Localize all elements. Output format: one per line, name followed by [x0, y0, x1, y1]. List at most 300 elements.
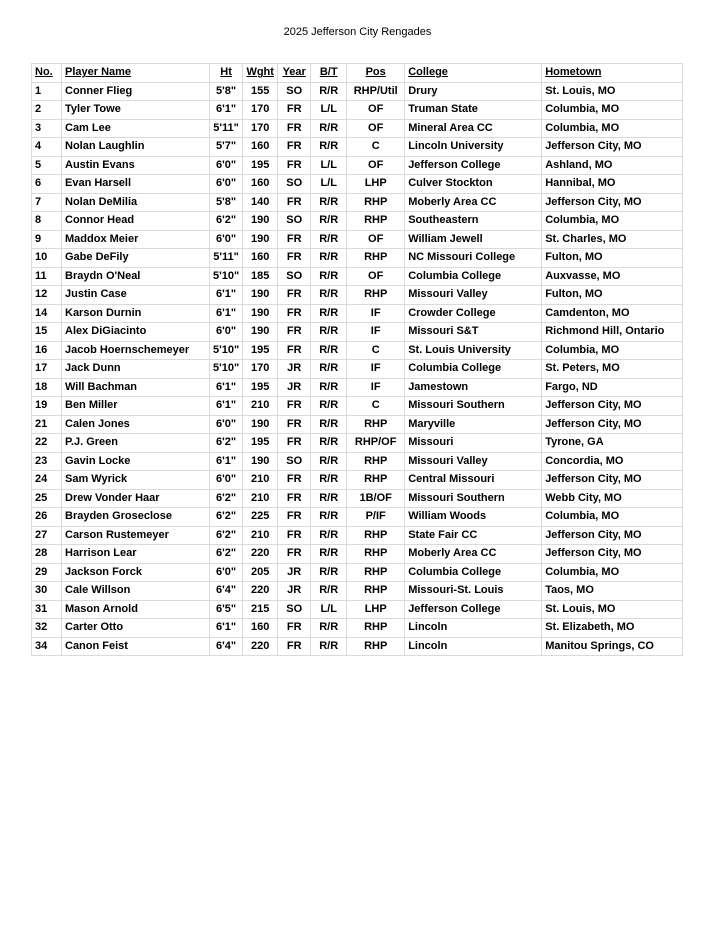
cell-no: 22 — [32, 434, 62, 453]
cell-bats-throws: R/R — [311, 582, 347, 601]
cell-height: 5'10" — [210, 267, 243, 286]
cell-hometown: Tyrone, GA — [542, 434, 683, 453]
cell-weight: 160 — [243, 138, 278, 157]
cell-no: 8 — [32, 212, 62, 231]
cell-hometown: Columbia, MO — [542, 119, 683, 138]
cell-position: RHP — [347, 286, 405, 305]
cell-position: C — [347, 341, 405, 360]
cell-weight: 210 — [243, 489, 278, 508]
cell-no: 15 — [32, 323, 62, 342]
cell-weight: 140 — [243, 193, 278, 212]
cell-weight: 210 — [243, 526, 278, 545]
cell-position: OF — [347, 267, 405, 286]
cell-college: Moberly Area CC — [405, 193, 542, 212]
cell-player-name: Connor Head — [62, 212, 210, 231]
cell-position: RHP — [347, 415, 405, 434]
cell-no: 1 — [32, 82, 62, 101]
cell-college: Drury — [405, 82, 542, 101]
cell-bats-throws: R/R — [311, 360, 347, 379]
cell-no: 7 — [32, 193, 62, 212]
roster-table — [31, 63, 683, 656]
cell-bats-throws: R/R — [311, 286, 347, 305]
table-row — [32, 175, 683, 194]
cell-height: 6'1" — [210, 378, 243, 397]
cell-player-name: Cale Willson — [62, 582, 210, 601]
cell-weight: 220 — [243, 637, 278, 656]
cell-weight: 160 — [243, 619, 278, 638]
cell-hometown: Fulton, MO — [542, 249, 683, 268]
table-row — [32, 563, 683, 582]
cell-bats-throws: R/R — [311, 119, 347, 138]
cell-year: FR — [278, 526, 311, 545]
cell-bats-throws: R/R — [311, 489, 347, 508]
table-row — [32, 378, 683, 397]
cell-player-name: P.J. Green — [62, 434, 210, 453]
cell-player-name: Ben Miller — [62, 397, 210, 416]
cell-position: RHP — [347, 193, 405, 212]
cell-weight: 220 — [243, 582, 278, 601]
cell-position: IF — [347, 304, 405, 323]
cell-weight: 190 — [243, 230, 278, 249]
table-row — [32, 582, 683, 601]
cell-year: FR — [278, 508, 311, 527]
cell-height: 5'8" — [210, 82, 243, 101]
cell-no: 34 — [32, 637, 62, 656]
cell-hometown: Columbia, MO — [542, 101, 683, 120]
cell-hometown: Jefferson City, MO — [542, 526, 683, 545]
cell-college: Mineral Area CC — [405, 119, 542, 138]
header-player-name: Player Name — [62, 64, 210, 83]
header-year: Year — [278, 64, 311, 83]
cell-position: RHP — [347, 637, 405, 656]
table-row — [32, 360, 683, 379]
cell-weight: 195 — [243, 434, 278, 453]
cell-no: 16 — [32, 341, 62, 360]
table-row — [32, 323, 683, 342]
cell-player-name: Jacob Hoernschemeyer — [62, 341, 210, 360]
cell-college: Lincoln — [405, 637, 542, 656]
cell-year: SO — [278, 212, 311, 231]
cell-player-name: Nolan Laughlin — [62, 138, 210, 157]
cell-player-name: Harrison Lear — [62, 545, 210, 564]
cell-position: P/IF — [347, 508, 405, 527]
cell-college: Central Missouri — [405, 471, 542, 490]
cell-height: 6'2" — [210, 545, 243, 564]
cell-height: 6'1" — [210, 304, 243, 323]
cell-bats-throws: R/R — [311, 267, 347, 286]
cell-hometown: Columbia, MO — [542, 212, 683, 231]
cell-year: SO — [278, 82, 311, 101]
cell-player-name: Gabe DeFily — [62, 249, 210, 268]
cell-college: Jamestown — [405, 378, 542, 397]
table-row — [32, 101, 683, 120]
cell-year: SO — [278, 267, 311, 286]
cell-college: Missouri Valley — [405, 452, 542, 471]
cell-height: 6'5" — [210, 600, 243, 619]
table-row — [32, 452, 683, 471]
cell-weight: 160 — [243, 175, 278, 194]
cell-bats-throws: R/R — [311, 138, 347, 157]
header-height: Ht — [210, 64, 243, 83]
cell-college: Columbia College — [405, 563, 542, 582]
cell-bats-throws: R/R — [311, 471, 347, 490]
cell-player-name: Austin Evans — [62, 156, 210, 175]
cell-year: FR — [278, 193, 311, 212]
table-row — [32, 600, 683, 619]
cell-hometown: Manitou Springs, CO — [542, 637, 683, 656]
cell-bats-throws: R/R — [311, 341, 347, 360]
cell-hometown: Hannibal, MO — [542, 175, 683, 194]
cell-position: RHP — [347, 582, 405, 601]
table-row — [32, 304, 683, 323]
cell-player-name: Jackson Forck — [62, 563, 210, 582]
cell-bats-throws: R/R — [311, 82, 347, 101]
cell-bats-throws: R/R — [311, 378, 347, 397]
cell-weight: 190 — [243, 452, 278, 471]
cell-no: 26 — [32, 508, 62, 527]
table-row — [32, 193, 683, 212]
cell-college: Missouri-St. Louis — [405, 582, 542, 601]
cell-year: FR — [278, 286, 311, 305]
table-row — [32, 434, 683, 453]
cell-position: RHP — [347, 471, 405, 490]
cell-player-name: Mason Arnold — [62, 600, 210, 619]
cell-position: OF — [347, 156, 405, 175]
cell-college: Truman State — [405, 101, 542, 120]
cell-hometown: Jefferson City, MO — [542, 471, 683, 490]
table-row — [32, 471, 683, 490]
cell-year: JR — [278, 582, 311, 601]
header-row — [32, 64, 683, 83]
cell-bats-throws: L/L — [311, 101, 347, 120]
cell-weight: 225 — [243, 508, 278, 527]
cell-bats-throws: R/R — [311, 526, 347, 545]
roster-body — [32, 82, 683, 656]
cell-year: FR — [278, 249, 311, 268]
cell-no: 27 — [32, 526, 62, 545]
cell-height: 6'0" — [210, 415, 243, 434]
header-college: College — [405, 64, 542, 83]
cell-hometown: Columbia, MO — [542, 341, 683, 360]
cell-weight: 195 — [243, 341, 278, 360]
cell-player-name: Maddox Meier — [62, 230, 210, 249]
table-row — [32, 341, 683, 360]
cell-no: 28 — [32, 545, 62, 564]
cell-height: 6'0" — [210, 156, 243, 175]
cell-year: FR — [278, 415, 311, 434]
cell-weight: 170 — [243, 101, 278, 120]
cell-no: 30 — [32, 582, 62, 601]
cell-year: FR — [278, 619, 311, 638]
cell-position: RHP — [347, 545, 405, 564]
cell-height: 6'1" — [210, 452, 243, 471]
cell-player-name: Gavin Locke — [62, 452, 210, 471]
cell-player-name: Conner Flieg — [62, 82, 210, 101]
cell-college: Missouri Valley — [405, 286, 542, 305]
cell-college: Missouri — [405, 434, 542, 453]
table-row — [32, 619, 683, 638]
cell-college: Lincoln University — [405, 138, 542, 157]
cell-hometown: St. Charles, MO — [542, 230, 683, 249]
cell-no: 31 — [32, 600, 62, 619]
cell-position: LHP — [347, 175, 405, 194]
cell-bats-throws: R/R — [311, 193, 347, 212]
cell-college: William Woods — [405, 508, 542, 527]
cell-height: 6'2" — [210, 526, 243, 545]
cell-position: RHP/OF — [347, 434, 405, 453]
cell-bats-throws: R/R — [311, 545, 347, 564]
cell-weight: 190 — [243, 286, 278, 305]
cell-college: Southeastern — [405, 212, 542, 231]
cell-college: Moberly Area CC — [405, 545, 542, 564]
cell-weight: 210 — [243, 471, 278, 490]
cell-year: SO — [278, 175, 311, 194]
cell-hometown: St. Louis, MO — [542, 82, 683, 101]
header-no: No. — [32, 64, 62, 83]
cell-position: OF — [347, 230, 405, 249]
table-row — [32, 286, 683, 305]
cell-weight: 195 — [243, 156, 278, 175]
cell-position: RHP — [347, 619, 405, 638]
cell-bats-throws: R/R — [311, 323, 347, 342]
cell-year: FR — [278, 489, 311, 508]
cell-year: SO — [278, 600, 311, 619]
cell-height: 6'4" — [210, 582, 243, 601]
cell-height: 6'0" — [210, 563, 243, 582]
cell-player-name: Alex DiGiacinto — [62, 323, 210, 342]
cell-bats-throws: R/R — [311, 508, 347, 527]
cell-player-name: Tyler Towe — [62, 101, 210, 120]
cell-height: 6'0" — [210, 471, 243, 490]
cell-weight: 215 — [243, 600, 278, 619]
cell-year: FR — [278, 230, 311, 249]
cell-college: Missouri Southern — [405, 489, 542, 508]
cell-player-name: Carson Rustemeyer — [62, 526, 210, 545]
cell-bats-throws: R/R — [311, 230, 347, 249]
cell-hometown: St. Elizabeth, MO — [542, 619, 683, 638]
cell-hometown: St. Louis, MO — [542, 600, 683, 619]
cell-position: C — [347, 397, 405, 416]
cell-position: RHP — [347, 452, 405, 471]
cell-weight: 160 — [243, 249, 278, 268]
cell-hometown: Camdenton, MO — [542, 304, 683, 323]
cell-height: 6'2" — [210, 434, 243, 453]
cell-no: 11 — [32, 267, 62, 286]
cell-height: 6'1" — [210, 286, 243, 305]
cell-college: William Jewell — [405, 230, 542, 249]
cell-no: 5 — [32, 156, 62, 175]
cell-position: C — [347, 138, 405, 157]
cell-year: FR — [278, 156, 311, 175]
cell-college: Missouri Southern — [405, 397, 542, 416]
cell-position: RHP — [347, 212, 405, 231]
cell-weight: 155 — [243, 82, 278, 101]
table-row — [32, 156, 683, 175]
cell-hometown: Jefferson City, MO — [542, 138, 683, 157]
cell-height: 6'2" — [210, 212, 243, 231]
cell-no: 9 — [32, 230, 62, 249]
cell-player-name: Calen Jones — [62, 415, 210, 434]
header-hometown: Hometown — [542, 64, 683, 83]
cell-height: 6'0" — [210, 175, 243, 194]
cell-college: NC Missouri College — [405, 249, 542, 268]
cell-no: 17 — [32, 360, 62, 379]
table-row — [32, 489, 683, 508]
cell-weight: 170 — [243, 360, 278, 379]
cell-year: SO — [278, 452, 311, 471]
cell-position: RHP — [347, 526, 405, 545]
cell-player-name: Drew Vonder Haar — [62, 489, 210, 508]
table-row — [32, 212, 683, 231]
cell-year: FR — [278, 138, 311, 157]
cell-position: RHP — [347, 563, 405, 582]
cell-weight: 190 — [243, 304, 278, 323]
cell-college: Lincoln — [405, 619, 542, 638]
cell-height: 6'0" — [210, 323, 243, 342]
cell-hometown: Columbia, MO — [542, 563, 683, 582]
cell-bats-throws: L/L — [311, 600, 347, 619]
cell-no: 19 — [32, 397, 62, 416]
cell-bats-throws: R/R — [311, 434, 347, 453]
cell-position: OF — [347, 119, 405, 138]
cell-player-name: Nolan DeMilia — [62, 193, 210, 212]
cell-player-name: Carter Otto — [62, 619, 210, 638]
cell-weight: 210 — [243, 397, 278, 416]
cell-hometown: Auxvasse, MO — [542, 267, 683, 286]
cell-bats-throws: L/L — [311, 156, 347, 175]
cell-weight: 185 — [243, 267, 278, 286]
cell-height: 5'10" — [210, 341, 243, 360]
cell-bats-throws: R/R — [311, 563, 347, 582]
table-row — [32, 267, 683, 286]
cell-no: 14 — [32, 304, 62, 323]
table-row — [32, 545, 683, 564]
cell-height: 5'10" — [210, 360, 243, 379]
cell-year: FR — [278, 434, 311, 453]
header-bats-throws: B/T — [311, 64, 347, 83]
cell-position: 1B/OF — [347, 489, 405, 508]
cell-year: JR — [278, 563, 311, 582]
cell-weight: 190 — [243, 415, 278, 434]
cell-bats-throws: R/R — [311, 397, 347, 416]
header-position: Pos — [347, 64, 405, 83]
cell-hometown: Jefferson City, MO — [542, 397, 683, 416]
cell-hometown: Fulton, MO — [542, 286, 683, 305]
cell-hometown: Ashland, MO — [542, 156, 683, 175]
cell-player-name: Braydn O'Neal — [62, 267, 210, 286]
cell-college: State Fair CC — [405, 526, 542, 545]
cell-player-name: Cam Lee — [62, 119, 210, 138]
table-row — [32, 508, 683, 527]
cell-no: 10 — [32, 249, 62, 268]
cell-bats-throws: R/R — [311, 637, 347, 656]
cell-hometown: Richmond Hill, Ontario — [542, 323, 683, 342]
cell-hometown: Fargo, ND — [542, 378, 683, 397]
cell-bats-throws: R/R — [311, 415, 347, 434]
cell-no: 4 — [32, 138, 62, 157]
cell-hometown: Jefferson City, MO — [542, 545, 683, 564]
cell-no: 24 — [32, 471, 62, 490]
cell-player-name: Justin Case — [62, 286, 210, 305]
table-row — [32, 397, 683, 416]
cell-college: Crowder College — [405, 304, 542, 323]
cell-weight: 190 — [243, 212, 278, 231]
cell-weight: 195 — [243, 378, 278, 397]
table-row — [32, 637, 683, 656]
cell-bats-throws: R/R — [311, 452, 347, 471]
cell-weight: 220 — [243, 545, 278, 564]
cell-player-name: Evan Harsell — [62, 175, 210, 194]
cell-height: 6'0" — [210, 230, 243, 249]
cell-position: IF — [347, 360, 405, 379]
cell-height: 6'4" — [210, 637, 243, 656]
cell-hometown: Jefferson City, MO — [542, 415, 683, 434]
cell-height: 6'2" — [210, 489, 243, 508]
cell-weight: 170 — [243, 119, 278, 138]
cell-college: Missouri S&T — [405, 323, 542, 342]
cell-college: Jefferson College — [405, 156, 542, 175]
table-row — [32, 415, 683, 434]
cell-year: FR — [278, 545, 311, 564]
cell-height: 5'11" — [210, 119, 243, 138]
cell-college: Culver Stockton — [405, 175, 542, 194]
cell-bats-throws: R/R — [311, 212, 347, 231]
cell-player-name: Brayden Groseclose — [62, 508, 210, 527]
cell-height: 5'7" — [210, 138, 243, 157]
cell-weight: 190 — [243, 323, 278, 342]
cell-year: FR — [278, 341, 311, 360]
cell-hometown: Webb City, MO — [542, 489, 683, 508]
cell-player-name: Jack Dunn — [62, 360, 210, 379]
cell-college: Jefferson College — [405, 600, 542, 619]
table-row — [32, 526, 683, 545]
cell-year: FR — [278, 397, 311, 416]
cell-position: IF — [347, 323, 405, 342]
table-row — [32, 138, 683, 157]
cell-height: 6'2" — [210, 508, 243, 527]
cell-year: JR — [278, 360, 311, 379]
cell-hometown: Concordia, MO — [542, 452, 683, 471]
cell-no: 6 — [32, 175, 62, 194]
cell-no: 21 — [32, 415, 62, 434]
cell-no: 32 — [32, 619, 62, 638]
cell-height: 5'11" — [210, 249, 243, 268]
cell-college: St. Louis University — [405, 341, 542, 360]
cell-position: LHP — [347, 600, 405, 619]
cell-no: 2 — [32, 101, 62, 120]
cell-no: 18 — [32, 378, 62, 397]
cell-player-name: Will Bachman — [62, 378, 210, 397]
cell-no: 25 — [32, 489, 62, 508]
table-row — [32, 119, 683, 138]
cell-no: 23 — [32, 452, 62, 471]
cell-weight: 205 — [243, 563, 278, 582]
cell-year: FR — [278, 471, 311, 490]
cell-height: 6'1" — [210, 619, 243, 638]
cell-bats-throws: L/L — [311, 175, 347, 194]
cell-college: Columbia College — [405, 267, 542, 286]
table-row — [32, 230, 683, 249]
cell-year: JR — [278, 378, 311, 397]
header-weight: Wght — [243, 64, 278, 83]
cell-hometown: St. Peters, MO — [542, 360, 683, 379]
cell-hometown: Columbia, MO — [542, 508, 683, 527]
cell-position: IF — [347, 378, 405, 397]
cell-bats-throws: R/R — [311, 249, 347, 268]
cell-height: 6'1" — [210, 101, 243, 120]
cell-player-name: Karson Durnin — [62, 304, 210, 323]
table-row — [32, 82, 683, 101]
